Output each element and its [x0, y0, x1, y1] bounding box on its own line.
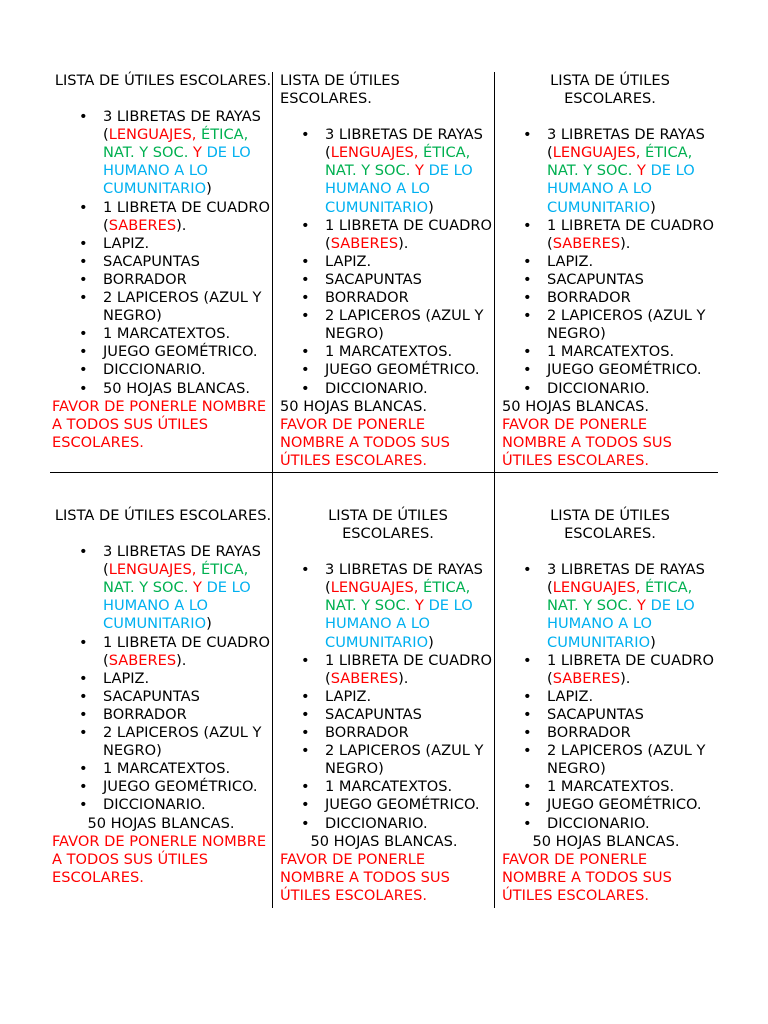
list-item-libreta-cuadro: • 1 LIBRETA DE CUADRO (SABERES). [325, 217, 492, 253]
list-item: • LAPIZ. [547, 253, 714, 271]
hojas-line: 50 HOJAS BLANCAS. [280, 397, 428, 415]
hojas-line: 50 HOJAS BLANCAS. [502, 397, 650, 415]
list-item-libreta-cuadro: • 1 LIBRETA DE CUADRO (SABERES). [103, 634, 274, 670]
reminder-note: FAVOR DE PONERLE NOMBRE A TODOS SUS ÚTILES ESCOLARES. [502, 415, 672, 469]
supply-list [280, 126, 492, 397]
list-item: • 1 MARCATEXTOS. [547, 343, 714, 361]
hojas-line: 50 HOJAS BLANCAS. [87, 814, 235, 832]
list-item: • 1 MARCATEXTOS. [325, 778, 492, 796]
list-item: • JUEGO GEOMÉTRICO. [547, 796, 714, 814]
list-title: LISTA DE ÚTILES ESCOLARES. [280, 72, 400, 108]
list-item: • BORRADOR [103, 706, 274, 724]
list-item: • LAPIZ. [325, 253, 492, 271]
list-item-libretas-rayas: • 3 LIBRETAS DE RAYAS (LENGUAJES, ÉTICA, NAT. Y SOC. Y DE LO HUMANO A LO CUMUNITARIO) [325, 126, 492, 216]
list-item: • SACAPUNTAS [103, 688, 274, 706]
list-item: • JUEGO GEOMÉTRICO. [103, 343, 274, 361]
list-title: LISTA DE ÚTILES ESCOLARES. [550, 72, 670, 108]
reminder-note: FAVOR DE PONERLE NOMBRE A TODOS SUS ÚTILES ESCOLARES. [280, 850, 450, 904]
list-title: LISTA DE ÚTILES ESCOLARES. [54, 72, 272, 89]
reminder-note: FAVOR DE PONERLE NOMBRE A TODOS SUS ÚTILES ESCOLARES. [280, 415, 450, 469]
list-item: • 1 MARCATEXTOS. [103, 760, 274, 778]
supply-list-card [280, 507, 492, 905]
list-item-libretas-rayas: • 3 LIBRETAS DE RAYAS (LENGUAJES, ÉTICA, NAT. Y SOC. Y DE LO HUMANO A LO CUMUNITARIO) [547, 561, 714, 651]
list-title: LISTA DE ÚTILES ESCOLARES. [550, 507, 670, 543]
list-item: • DICCIONARIO. [547, 380, 714, 398]
column-divider-right [494, 72, 495, 472]
supply-list-card [502, 72, 714, 470]
list-item: • DICCIONARIO. [103, 361, 274, 379]
list-title: LISTA DE ÚTILES ESCOLARES. [54, 507, 272, 524]
list-item: • SACAPUNTAS [547, 271, 714, 289]
supply-list-card [52, 507, 274, 887]
hojas-line: 50 HOJAS BLANCAS. [532, 832, 680, 850]
list-item: • LAPIZ. [325, 688, 492, 706]
list-item-libreta-cuadro: • 1 LIBRETA DE CUADRO (SABERES). [103, 199, 274, 235]
list-item: • BORRADOR [325, 724, 492, 742]
list-item-hojas: • 50 HOJAS BLANCAS. [103, 380, 274, 398]
list-item: • SACAPUNTAS [325, 706, 492, 724]
list-item: • BORRADOR [547, 724, 714, 742]
list-title: LISTA DE ÚTILES ESCOLARES. [328, 507, 448, 543]
list-item: • DICCIONARIO. [325, 815, 492, 833]
reminder-note: FAVOR DE PONERLE NOMBRE A TODOS SUS ÚTILES ESCOLARES. [52, 397, 267, 451]
list-item-libretas-rayas: • 3 LIBRETAS DE RAYAS (LENGUAJES, ÉTICA, NAT. Y SOC. Y DE LO HUMANO A LO CUMUNITARIO) [547, 126, 714, 216]
list-item: • 2 LAPICEROS (AZUL Y NEGRO) [103, 724, 274, 760]
list-item: • DICCIONARIO. [103, 796, 274, 814]
list-item: • SACAPUNTAS [547, 706, 714, 724]
list-item: • LAPIZ. [103, 670, 274, 688]
supply-list [502, 126, 714, 397]
column-divider-right-bottom [494, 472, 495, 908]
supply-list-card [502, 507, 714, 905]
list-item: • BORRADOR [547, 289, 714, 307]
list-item: • 2 LAPICEROS (AZUL Y NEGRO) [325, 742, 492, 778]
list-item: • JUEGO GEOMÉTRICO. [547, 361, 714, 379]
list-item-libreta-cuadro: • 1 LIBRETA DE CUADRO (SABERES). [547, 217, 714, 253]
list-item: • 1 MARCATEXTOS. [547, 778, 714, 796]
supply-list-card [52, 72, 274, 452]
list-item: • 1 MARCATEXTOS. [103, 325, 274, 343]
reminder-note: FAVOR DE PONERLE NOMBRE A TODOS SUS ÚTILES ESCOLARES. [502, 850, 672, 904]
list-item-libretas-rayas: • 3 LIBRETAS DE RAYAS (LENGUAJES, ÉTICA, NAT. Y SOC. Y DE LO HUMANO A LO CUMUNITARIO) [103, 108, 274, 198]
row-divider [50, 472, 718, 473]
supply-list [280, 561, 492, 832]
list-item: • LAPIZ. [547, 688, 714, 706]
hojas-line: 50 HOJAS BLANCAS. [310, 832, 458, 850]
list-item-libreta-cuadro: • 1 LIBRETA DE CUADRO (SABERES). [547, 652, 714, 688]
list-item: • BORRADOR [103, 271, 274, 289]
supply-list [502, 561, 714, 832]
reminder-note: FAVOR DE PONERLE NOMBRE A TODOS SUS ÚTILES ESCOLARES. [52, 832, 267, 886]
list-item-libretas-rayas: • 3 LIBRETAS DE RAYAS (LENGUAJES, ÉTICA, NAT. Y SOC. Y DE LO HUMANO A LO CUMUNITARIO) [103, 543, 274, 633]
supply-list-card [280, 72, 492, 470]
list-item: • JUEGO GEOMÉTRICO. [325, 361, 492, 379]
list-item: • SACAPUNTAS [325, 271, 492, 289]
list-item: • BORRADOR [325, 289, 492, 307]
list-item: • 2 LAPICEROS (AZUL Y NEGRO) [547, 742, 714, 778]
list-item: • 2 LAPICEROS (AZUL Y NEGRO) [325, 307, 492, 343]
list-item-libretas-rayas: • 3 LIBRETAS DE RAYAS (LENGUAJES, ÉTICA, NAT. Y SOC. Y DE LO HUMANO A LO CUMUNITARIO) [325, 561, 492, 651]
supply-list [52, 108, 274, 398]
supply-list [52, 543, 274, 814]
list-item: • 2 LAPICEROS (AZUL Y NEGRO) [547, 307, 714, 343]
list-item: • LAPIZ. [103, 235, 274, 253]
list-item: • JUEGO GEOMÉTRICO. [325, 796, 492, 814]
list-item: • 2 LAPICEROS (AZUL Y NEGRO) [103, 289, 274, 325]
list-item: • JUEGO GEOMÉTRICO. [103, 778, 274, 796]
list-item: • DICCIONARIO. [547, 815, 714, 833]
list-item-libreta-cuadro: • 1 LIBRETA DE CUADRO (SABERES). [325, 652, 492, 688]
list-item: • 1 MARCATEXTOS. [325, 343, 492, 361]
list-item: • SACAPUNTAS [103, 253, 274, 271]
list-item: • DICCIONARIO. [325, 380, 492, 398]
